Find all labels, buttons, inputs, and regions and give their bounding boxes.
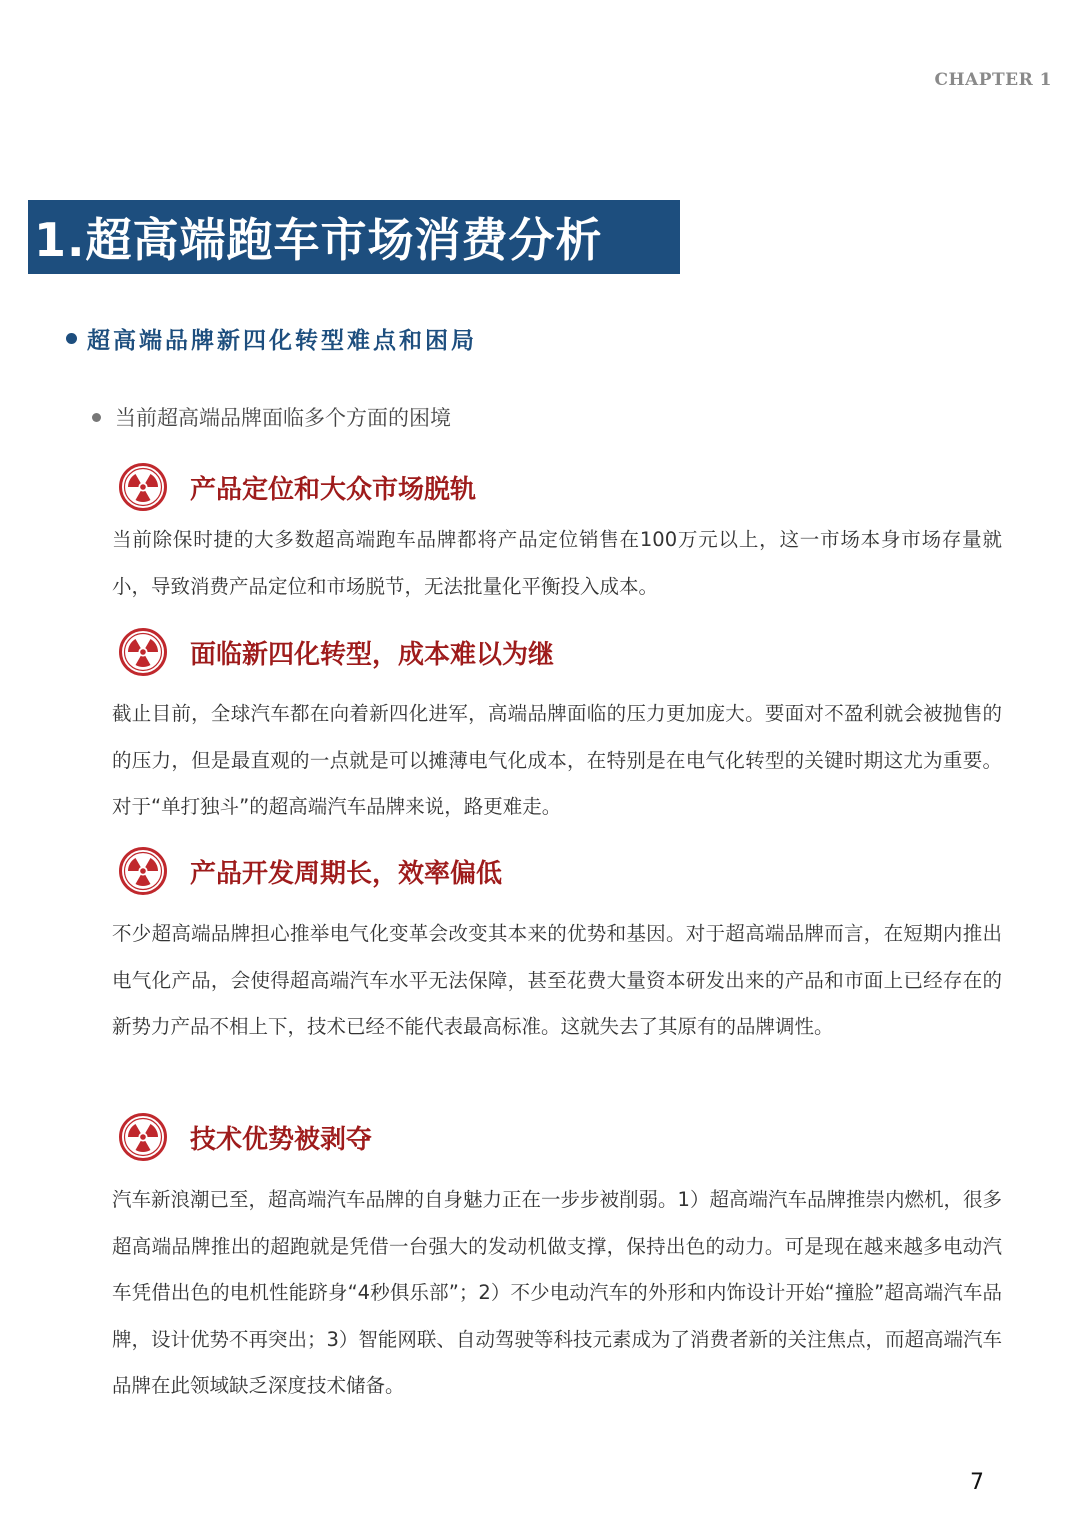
- page-title: 1.超高端跑车市场消费分析: [34, 213, 603, 267]
- title-banner: [28, 200, 680, 274]
- bullet-dot-icon: [66, 333, 77, 344]
- section-body-2: 截止目前，全球汽车都在向着新四化进军，高端品牌面临的压力更加庞大。要面对不盈利就会被抛售的的压力，但是最直观的一点就是可以摊薄电气化成本，在特别是在电气化转型的关键时期这尤为重要。对于“单打独斗”的超高端汽车品牌来说，路更难走。: [112, 702, 1002, 818]
- radiation-icon: [118, 1112, 168, 1162]
- section-heading-text: 面临新四化转型，成本难以为继: [190, 639, 555, 670]
- section-heading-1: [118, 462, 476, 512]
- page-number: 7: [970, 1470, 984, 1495]
- chapter-label: CHAPTER 1: [934, 70, 1052, 90]
- section-body-1: 当前除保时捷的大多数超高端跑车品牌都将产品定位销售在100万元以上，这一市场本身市场存量就小，导致消费产品定位和市场脱节，无法批量化平衡投入成本。: [112, 528, 1002, 598]
- section-body-3: 不少超高端品牌担心推举电气化变革会改变其本来的优势和基因。对于超高端品牌而言，在短期内推出电气化产品，会使得超高端汽车水平无法保障，甚至花费大量资本研发出来的产品和市面上已经存在的新势力产品不相上下，技术已经不能代表最高标准。这就失去了其原有的品牌调性。: [112, 922, 1002, 1038]
- bullet-dot-icon: [92, 413, 101, 422]
- section-body-4: 汽车新浪潮已至，超高端汽车品牌的自身魅力正在一步步被削弱。1）超高端汽车品牌推崇内燃机，很多超高端品牌推出的超跑就是凭借一台强大的发动机做支撑，保持出色的动力。可是现在越来越多电动汽车凭借出色的电机性能跻身“4秒俱乐部”；2）不少电动汽车的外形和内饰设计开始“撞脸”超高端汽车品牌，设计优势不再突出；3）智能网联、自动驾驶等科技元素成为了消费者新的关注焦点，而超高端汽车品牌在此领域缺乏深度技术储备。: [112, 1188, 1002, 1397]
- section-heading-text: 技术优势被剥夺: [190, 1124, 373, 1155]
- radiation-icon: [118, 627, 168, 677]
- intro-row: [92, 402, 451, 432]
- section-heading-3: [118, 846, 502, 896]
- section-heading-text: 产品定位和大众市场脱轨: [190, 474, 477, 505]
- subtitle-text: 超高端品牌新四化转型难点和困局: [87, 328, 477, 354]
- intro-text: 当前超高端品牌面临多个方面的困境: [115, 406, 451, 430]
- section-heading-4: [118, 1112, 372, 1162]
- section-heading-text: 产品开发周期长，效率偏低: [190, 858, 503, 889]
- radiation-icon: [118, 462, 168, 512]
- section-heading-2: [118, 627, 554, 677]
- subtitle-row: [66, 322, 477, 355]
- radiation-icon: [118, 846, 168, 896]
